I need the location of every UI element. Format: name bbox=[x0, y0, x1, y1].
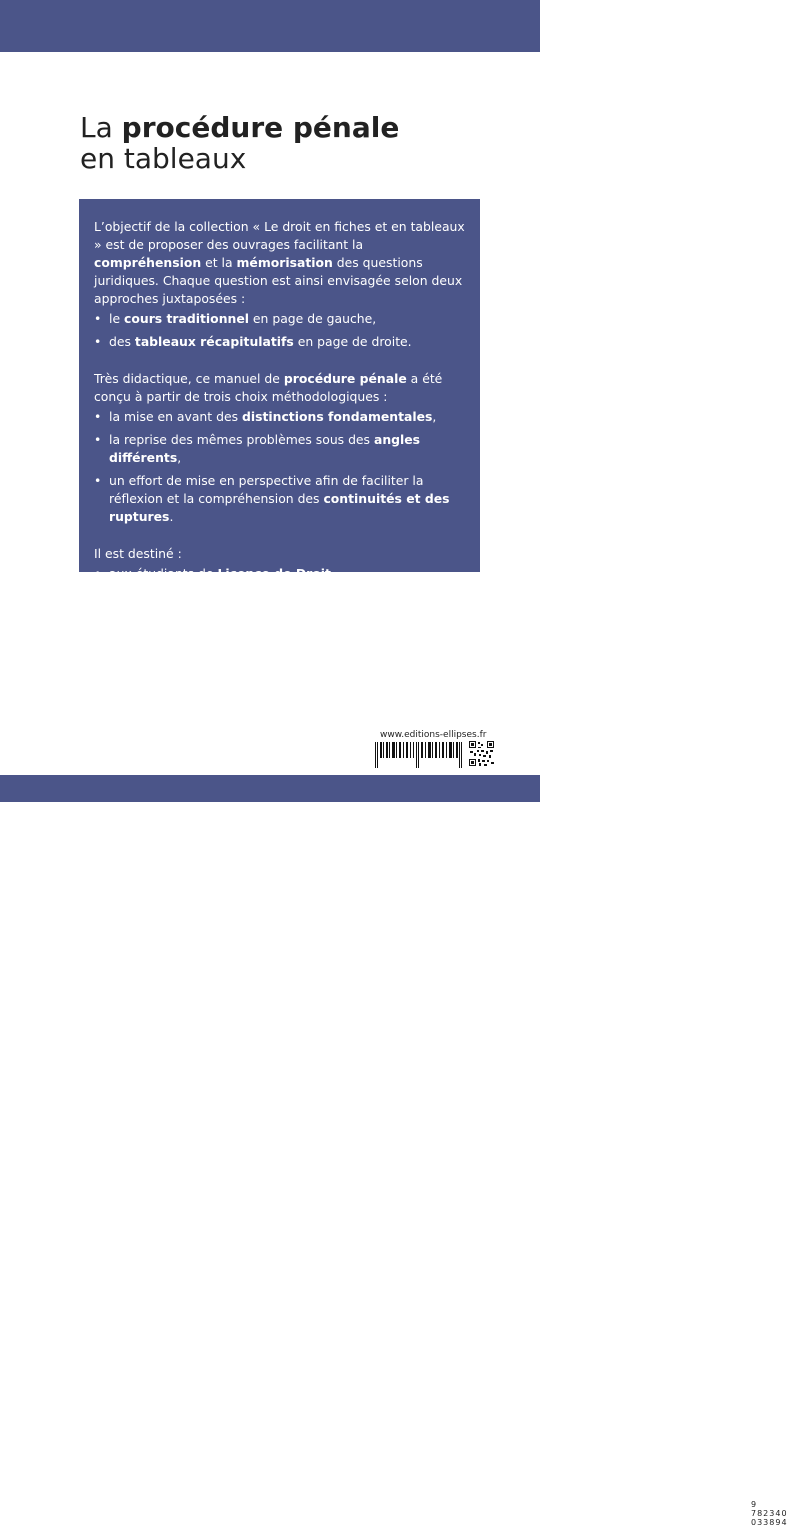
audience-paragraph: Il est destiné : bbox=[94, 546, 182, 561]
list-item bbox=[94, 565, 470, 583]
bottom-color-band bbox=[0, 775, 540, 802]
top-color-band bbox=[0, 0, 540, 52]
method-bold: procédure pénale bbox=[283, 371, 407, 386]
intro-text-1: L’objectif de la collection « Le droit en fiches et en tableaux » est de proposer des ouvrages facilitant la bbox=[94, 219, 465, 252]
list-item bbox=[94, 431, 470, 467]
list-item bbox=[94, 588, 470, 606]
item-bold: distinctions fondamentales bbox=[241, 409, 433, 424]
list-item bbox=[94, 634, 470, 652]
item-text: en page de droite. bbox=[293, 334, 412, 349]
item-text: un effort de mise en perspective afin de faciliter la réflexion et la compréhension des bbox=[109, 473, 424, 506]
item-text: , bbox=[408, 612, 413, 627]
item-text: aux candidats aux bbox=[109, 635, 227, 650]
item-text: la reprise des mêmes problèmes sous des bbox=[109, 432, 374, 447]
method-list bbox=[94, 408, 470, 526]
title-line-2: en tableaux bbox=[80, 142, 247, 176]
item-text: . bbox=[169, 509, 174, 524]
list-item bbox=[94, 408, 470, 426]
item-bold: tableaux récapitulatifs bbox=[134, 334, 294, 349]
item-bold: cours traditionnel bbox=[124, 311, 249, 326]
list-item bbox=[94, 310, 470, 328]
item-text: la mise en avant des bbox=[109, 409, 242, 424]
method-text-2: a été conçu à partir de trois choix méthodologiques : bbox=[94, 371, 443, 404]
barcode bbox=[373, 742, 788, 1527]
item-text: . bbox=[392, 635, 396, 650]
spacer bbox=[94, 356, 470, 370]
audience-list bbox=[94, 565, 470, 652]
method-paragraph bbox=[94, 370, 470, 406]
book-title bbox=[80, 112, 399, 175]
item-text: , bbox=[177, 450, 182, 465]
item-bold: angles différents bbox=[109, 432, 421, 465]
item-text: , bbox=[422, 589, 427, 604]
item-text: en page de gauche, bbox=[248, 311, 377, 326]
list-item bbox=[94, 333, 470, 351]
item-bold: continuités et des ruptures bbox=[109, 491, 450, 524]
item-text: aux étudiants des bbox=[109, 589, 224, 604]
intro-bold-2: mémorisation bbox=[236, 255, 333, 270]
description-box bbox=[79, 199, 480, 650]
barcode-icon bbox=[373, 742, 465, 770]
intro-bold-1: compréhension bbox=[94, 255, 202, 270]
item-text: , bbox=[330, 566, 335, 581]
intro-text-3: des questions juridiques. Chaque question est ainsi envisagée selon deux approches juxtaposées : bbox=[94, 255, 463, 306]
item-text: , bbox=[432, 409, 437, 424]
item-bold: concours administratifs bbox=[226, 635, 393, 650]
item-text: aux étudiants de bbox=[109, 566, 218, 581]
intro-paragraph bbox=[94, 218, 470, 308]
publisher-url[interactable]: www.editions-ellipses.fr bbox=[380, 730, 487, 740]
qr-code-icon bbox=[469, 741, 494, 766]
approaches-list bbox=[94, 310, 470, 351]
item-text: le bbox=[109, 311, 125, 326]
spacer bbox=[94, 531, 470, 545]
intro-text-2: et la bbox=[201, 255, 237, 270]
item-bold: Instituts d’études politiques bbox=[223, 589, 423, 604]
title-bold: procédure pénale bbox=[121, 111, 400, 144]
title-line-1 bbox=[80, 111, 399, 144]
title-prefix: La bbox=[80, 111, 122, 144]
item-text: des bbox=[109, 334, 135, 349]
item-bold: Licence de Droit bbox=[217, 566, 331, 581]
item-bold: examen d’entrée au CRFPA bbox=[218, 612, 409, 627]
method-text-1: Très didactique, ce manuel de bbox=[94, 371, 284, 386]
item-text: aux candidats à l’ bbox=[109, 612, 219, 627]
list-item bbox=[94, 611, 470, 629]
list-item bbox=[94, 472, 470, 526]
isbn-number: 9 782340 033894 bbox=[751, 1500, 788, 1527]
